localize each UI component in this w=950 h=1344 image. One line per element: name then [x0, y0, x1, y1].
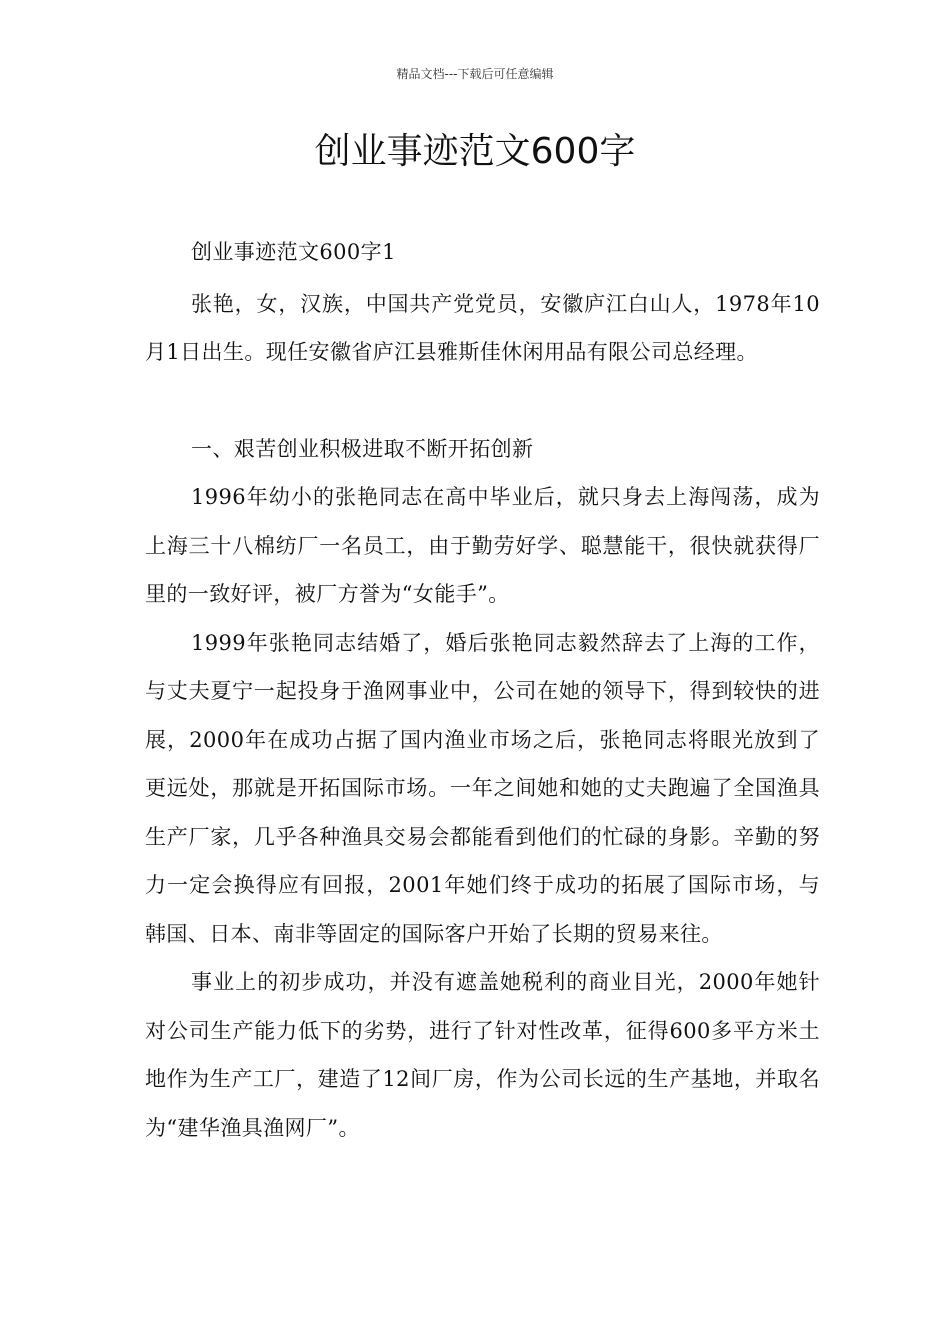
- section-subtitle: 创业事迹范文600字1: [191, 240, 396, 264]
- document-title: 创业事迹范文600字: [314, 131, 636, 172]
- paragraph-1999: 1999年张艳同志结婚了，婚后张艳同志毅然辞去了上海的工作，与丈夫夏宁一起投身于渔网事业中，公司在她的领导下，得到较快的进展，2000年在成功占据了国内渔业市场之后，张艳同志将眼光放到了更远处，那就是开拓国际市场。一年之间她和她的丈夫跑遍了全国渔具生产厂家，几乎各种渔具交易会都能看到他们的忙碌的身影。辛勤的努力一定会换得应有回报，2001年她们终于成功的拓展了国际市场，与韩国、日本、南非等固定的国际客户开始了长期的贸易来往。: [145, 630, 820, 946]
- paragraph-2000: 事业上的初步成功，并没有遮盖她税利的商业目光，2000年她针对公司生产能力低下的劣势，进行了针对性改革，征得600多平方米土地作为生产工厂，建造了12间厂房，作为公司长远的生产基地，并取名为“建华渔具渔网厂”。: [145, 970, 820, 1140]
- document-body: [145, 228, 820, 1152]
- paragraph-1996: 1996年幼小的张艳同志在高中毕业后，就只身去上海闯荡，成为上海三十八棉纺厂一名员工，由于勤劳好学、聪慧能干，很快就获得厂里的一致好评，被厂方誉为“女能手”。: [145, 485, 820, 606]
- header-note: 精品文档---下载后可任意编辑: [396, 67, 554, 81]
- paragraph-intro: 张艳，女，汉族，中国共产党党员，安徽庐江白山人，1978年10月1日出生。现任安徽省庐江县雅斯佳休闲用品有限公司总经理。: [145, 291, 820, 364]
- section-heading: 一、艰苦创业积极进取不断开拓创新: [191, 436, 534, 461]
